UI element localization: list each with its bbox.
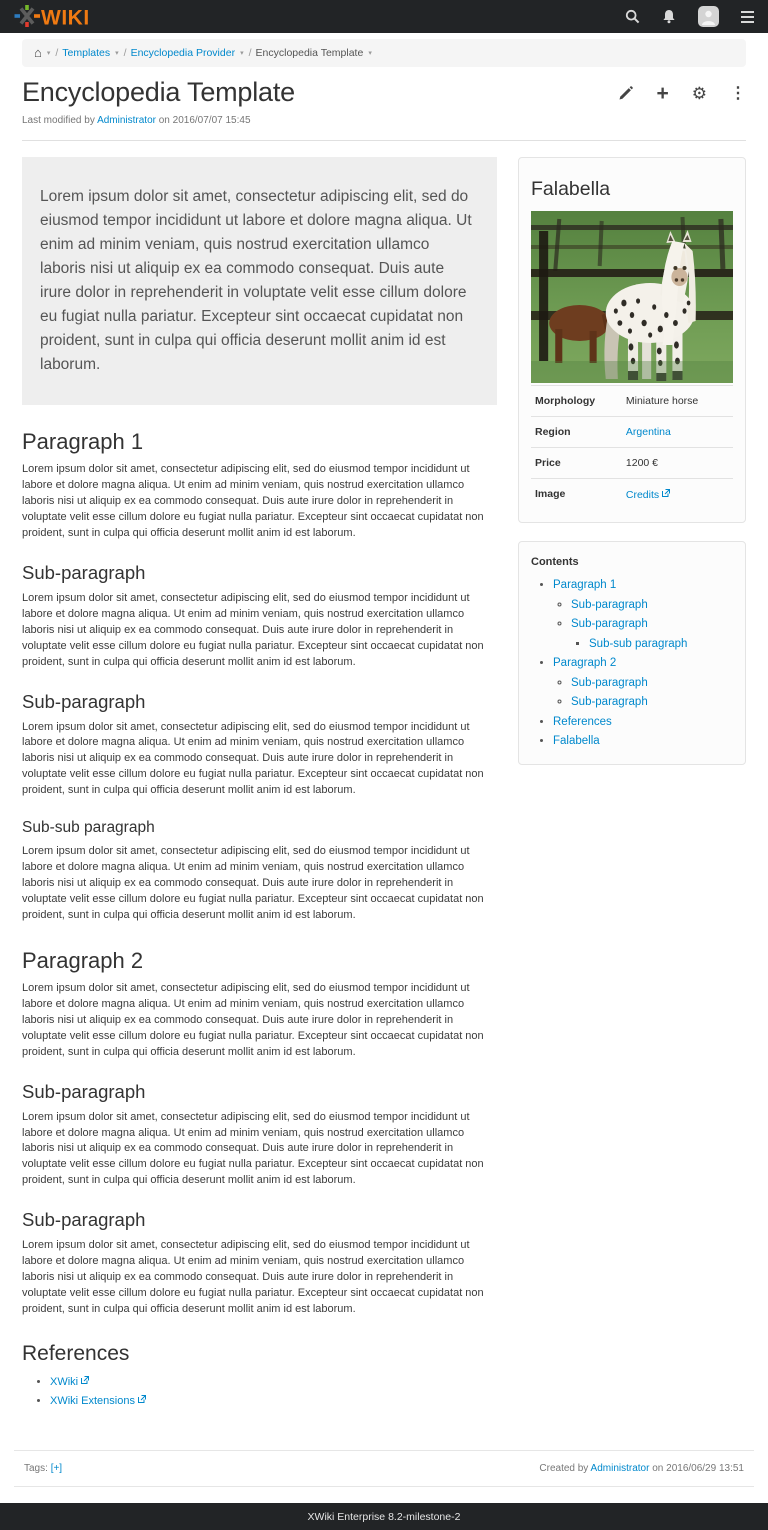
toc-link[interactable]: Falabella bbox=[553, 735, 600, 748]
add-plus-icon[interactable]: + bbox=[656, 82, 669, 105]
version-text: XWiki Enterprise 8.2-milestone-2 bbox=[307, 1510, 461, 1523]
toc-link[interactable]: Sub-paragraph bbox=[571, 618, 648, 631]
version-footer bbox=[0, 1503, 768, 1530]
credits-link[interactable]: Credits bbox=[625, 489, 660, 501]
breadcrumb-home-link[interactable] bbox=[34, 46, 42, 60]
infobox-value: 1200 € bbox=[622, 448, 733, 479]
toc-list bbox=[553, 576, 733, 752]
section-heading: Sub-paragraph bbox=[22, 1080, 146, 1102]
falabella-horse-photo bbox=[531, 211, 733, 383]
section-heading: Sub-paragraph bbox=[22, 1209, 146, 1231]
list-item bbox=[571, 674, 733, 694]
list-item bbox=[553, 732, 733, 752]
document-content bbox=[22, 157, 497, 1424]
created-by-user-link[interactable]: Administrator bbox=[590, 1463, 650, 1475]
list-item bbox=[589, 635, 733, 655]
list-item bbox=[553, 654, 733, 713]
home-icon: ⌂ bbox=[34, 45, 42, 60]
user-avatar[interactable] bbox=[698, 6, 719, 27]
tags-area bbox=[24, 1463, 62, 1474]
section-heading: Paragraph 1 bbox=[22, 429, 144, 455]
toc-link[interactable]: Sub-paragraph bbox=[571, 676, 648, 689]
page-title: Encyclopedia Template bbox=[22, 77, 295, 107]
table-row bbox=[531, 417, 733, 448]
section-paragraph: Lorem ipsum dolor sit amet, consectetur adipiscing elit, sed do eiusmod tempor incididunt ut labore et dolore magna aliqua. Ut enim ad minim veniam, quis nostrud exercitation ullamco laboris nisi ut aliquip ex ea commodo consequat. Duis aute irure dolor in reprehenderit in voluptate velit esse cillum dolore eu fugiat nulla pariatur. Excepteur sint occaecat cupidatat non proident, sunt in culpa qui officia deserunt mollit anim id est laborum. bbox=[22, 463, 484, 539]
toc-link[interactable]: Paragraph 2 bbox=[553, 657, 617, 670]
section-paragraph: Lorem ipsum dolor sit amet, consectetur adipiscing elit, sed do eiusmod tempor incididunt ut labore et dolore magna aliqua. Ut enim ad minim veniam, quis nostrud exercitation ullamco laboris nisi ut aliquip ex ea commodo consequat. Duis aute irure dolor in reprehenderit in voluptate velit esse cillum dolore eu fugiat nulla pariatur. Excepteur sint occaecat cupidatat non proident, sunt in culpa qui officia deserunt mollit anim id est laborum. bbox=[22, 1239, 484, 1315]
table-row bbox=[531, 479, 733, 511]
section-paragraph: Lorem ipsum dolor sit amet, consectetur adipiscing elit, sed do eiusmod tempor incididunt ut labore et dolore magna aliqua. Ut enim ad minim veniam, quis nostrud exercitation ullamco laboris nisi ut aliquip ex ea commodo consequat. Duis aute irure dolor in reprehenderit in voluptate velit esse cillum dolore eu fugiat nulla pariatur. Excepteur sint occaecat cupidatat non proident, sunt in culpa qui officia deserunt mollit anim id est laborum. bbox=[22, 845, 484, 921]
references-list bbox=[50, 1373, 497, 1410]
table-row bbox=[531, 448, 733, 479]
settings-gear-icon[interactable]: ⚙ bbox=[691, 84, 707, 103]
list-item bbox=[50, 1373, 497, 1392]
references-heading: References bbox=[22, 1341, 130, 1365]
infobox-label: Region bbox=[531, 417, 622, 448]
contents-panel bbox=[518, 541, 746, 765]
section-paragraph: Lorem ipsum dolor sit amet, consectetur adipiscing elit, sed do eiusmod tempor incididunt ut labore et dolore magna aliqua. Ut enim ad minim veniam, quis nostrud exercitation ullamco laboris nisi ut aliquip ex ea commodo consequat. Duis aute irure dolor in reprehenderit in voluptate velit esse cillum dolore eu fugiat nulla pariatur. Excepteur sint occaecat cupidatat non proident, sunt in culpa qui officia deserunt mollit anim id est laborum. bbox=[22, 1110, 484, 1187]
search-icon[interactable] bbox=[625, 9, 640, 24]
breadcrumb-item-encyclopedia-provider[interactable]: Encyclopedia Provider bbox=[130, 47, 236, 59]
list-item bbox=[553, 713, 733, 733]
right-sidebar bbox=[518, 157, 746, 783]
brand-text: WIKI bbox=[41, 6, 90, 29]
infobox-label: Image bbox=[531, 479, 622, 511]
infobox-panel bbox=[518, 157, 746, 523]
edit-pencil-icon[interactable] bbox=[618, 86, 633, 101]
toc-link[interactable]: Sub-paragraph bbox=[571, 696, 648, 709]
external-link-icon bbox=[81, 1373, 89, 1391]
reference-link-xwiki-extensions[interactable]: XWiki Extensions bbox=[50, 1394, 135, 1407]
section-heading: Paragraph 2 bbox=[22, 947, 144, 973]
external-link-icon bbox=[138, 1392, 146, 1410]
created-info: Created by Administrator on 2016/06/29 13:51 bbox=[539, 1463, 744, 1475]
list-item bbox=[571, 615, 733, 654]
breadcrumb-item-templates[interactable]: Templates bbox=[62, 47, 111, 59]
table-row bbox=[531, 386, 733, 417]
section-paragraph: Lorem ipsum dolor sit amet, consectetur adipiscing elit, sed do eiusmod tempor incididunt ut labore et dolore magna aliqua. Ut enim ad minim veniam, quis nostrud exercitation ullamco laboris nisi ut aliquip ex ea commodo consequat. Duis aute irure dolor in reprehenderit in voluptate velit esse cillum dolore eu fugiat nulla pariatur. Excepteur sint occaecat cupidatat non proident, sunt in culpa qui officia deserunt mollit anim id est laborum. bbox=[22, 591, 484, 668]
section-heading: Sub-sub paragraph bbox=[22, 819, 155, 837]
xwiki-logo[interactable] bbox=[14, 4, 118, 30]
infobox-label: Price bbox=[531, 448, 622, 479]
xwiki-logo-icon bbox=[14, 4, 118, 30]
section-heading: Sub-paragraph bbox=[22, 690, 146, 712]
toc-link[interactable]: Sub-sub paragraph bbox=[589, 637, 688, 650]
list-item bbox=[571, 596, 733, 616]
toc-link[interactable]: Sub-paragraph bbox=[571, 598, 648, 611]
chevron-down-icon[interactable]: ▾ bbox=[368, 50, 372, 57]
infobox-title: Falabella bbox=[531, 178, 611, 200]
header-divider bbox=[22, 140, 746, 141]
add-tag-button[interactable]: [+] bbox=[50, 1463, 63, 1475]
more-actions-icon[interactable]: ⋮ bbox=[730, 84, 746, 102]
tags-label: Tags: bbox=[24, 1463, 48, 1475]
toc-link[interactable]: References bbox=[553, 715, 612, 728]
breadcrumb: ⌂ ▾ / Templates ▾ / Encyclopedia Provider ▾ / Encyclopedia Template ▾ bbox=[22, 39, 746, 67]
list-item bbox=[50, 1392, 497, 1411]
list-item bbox=[571, 693, 733, 713]
section-paragraph: Lorem ipsum dolor sit amet, consectetur adipiscing elit, sed do eiusmod tempor incididunt ut labore et dolore magna aliqua. Ut enim ad minim veniam, quis nostrud exercitation ullamco laboris nisi ut aliquip ex ea commodo consequat. Duis aute irure dolor in reprehenderit in voluptate velit esse cillum dolore eu fugiat nulla pariatur. Excepteur sint occaecat cupidatat non proident, sunt in culpa qui officia deserunt mollit anim id est laborum. bbox=[22, 981, 484, 1058]
infobox-table bbox=[531, 385, 733, 510]
chevron-down-icon[interactable]: ▾ bbox=[115, 50, 119, 57]
breadcrumb-item-current: Encyclopedia Template bbox=[255, 47, 364, 59]
lead-paragraph: Lorem ipsum dolor sit amet, consectetur adipiscing elit, sed do eiusmod tempor incididunt ut labore et dolore magna aliqua. Ut enim ad minim veniam, quis nostrud exercitation ullamco laboris nisi ut aliquip ex ea commodo consequat. Duis aute irure dolor in reprehenderit in voluptate velit esse cillum dolore eu fugiat nulla pariatur. Excepteur sint occaecat cupidatat non proident, sunt in culpa qui officia deserunt mollit anim id est laborum. bbox=[22, 157, 497, 405]
hamburger-menu-icon[interactable] bbox=[741, 11, 754, 23]
modified-by-user-link[interactable]: Administrator bbox=[97, 115, 156, 126]
infobox-value: Miniature horse bbox=[622, 386, 733, 417]
list-item bbox=[553, 576, 733, 654]
chevron-down-icon[interactable]: ▾ bbox=[46, 50, 51, 57]
external-link-icon bbox=[662, 488, 670, 500]
top-navbar bbox=[0, 0, 768, 33]
section-heading: Sub-paragraph bbox=[22, 561, 146, 583]
contents-panel-title: Contents bbox=[531, 556, 579, 568]
last-modified-info: Last modified by Administrator on 2016/07/07 15:45 bbox=[22, 115, 251, 126]
infobox-label: Morphology bbox=[531, 386, 622, 417]
page-actions bbox=[618, 77, 746, 104]
section-paragraph: Lorem ipsum dolor sit amet, consectetur adipiscing elit, sed do eiusmod tempor incididunt ut labore et dolore magna aliqua. Ut enim ad minim veniam, quis nostrud exercitation ullamco laboris nisi ut aliquip ex ea commodo consequat. Duis aute irure dolor in reprehenderit in voluptate velit esse cillum dolore eu fugiat nulla pariatur. Excepteur sint occaecat cupidatat non proident, sunt in culpa qui officia deserunt mollit anim id est laborum. bbox=[22, 720, 484, 797]
document-footer bbox=[14, 1450, 754, 1487]
region-link[interactable]: Argentina bbox=[625, 426, 671, 438]
reference-link-xwiki[interactable]: XWiki bbox=[50, 1375, 79, 1388]
toc-link[interactable]: Paragraph 1 bbox=[553, 579, 617, 591]
notifications-bell-icon[interactable] bbox=[662, 9, 676, 24]
chevron-down-icon[interactable]: ▾ bbox=[240, 50, 244, 57]
